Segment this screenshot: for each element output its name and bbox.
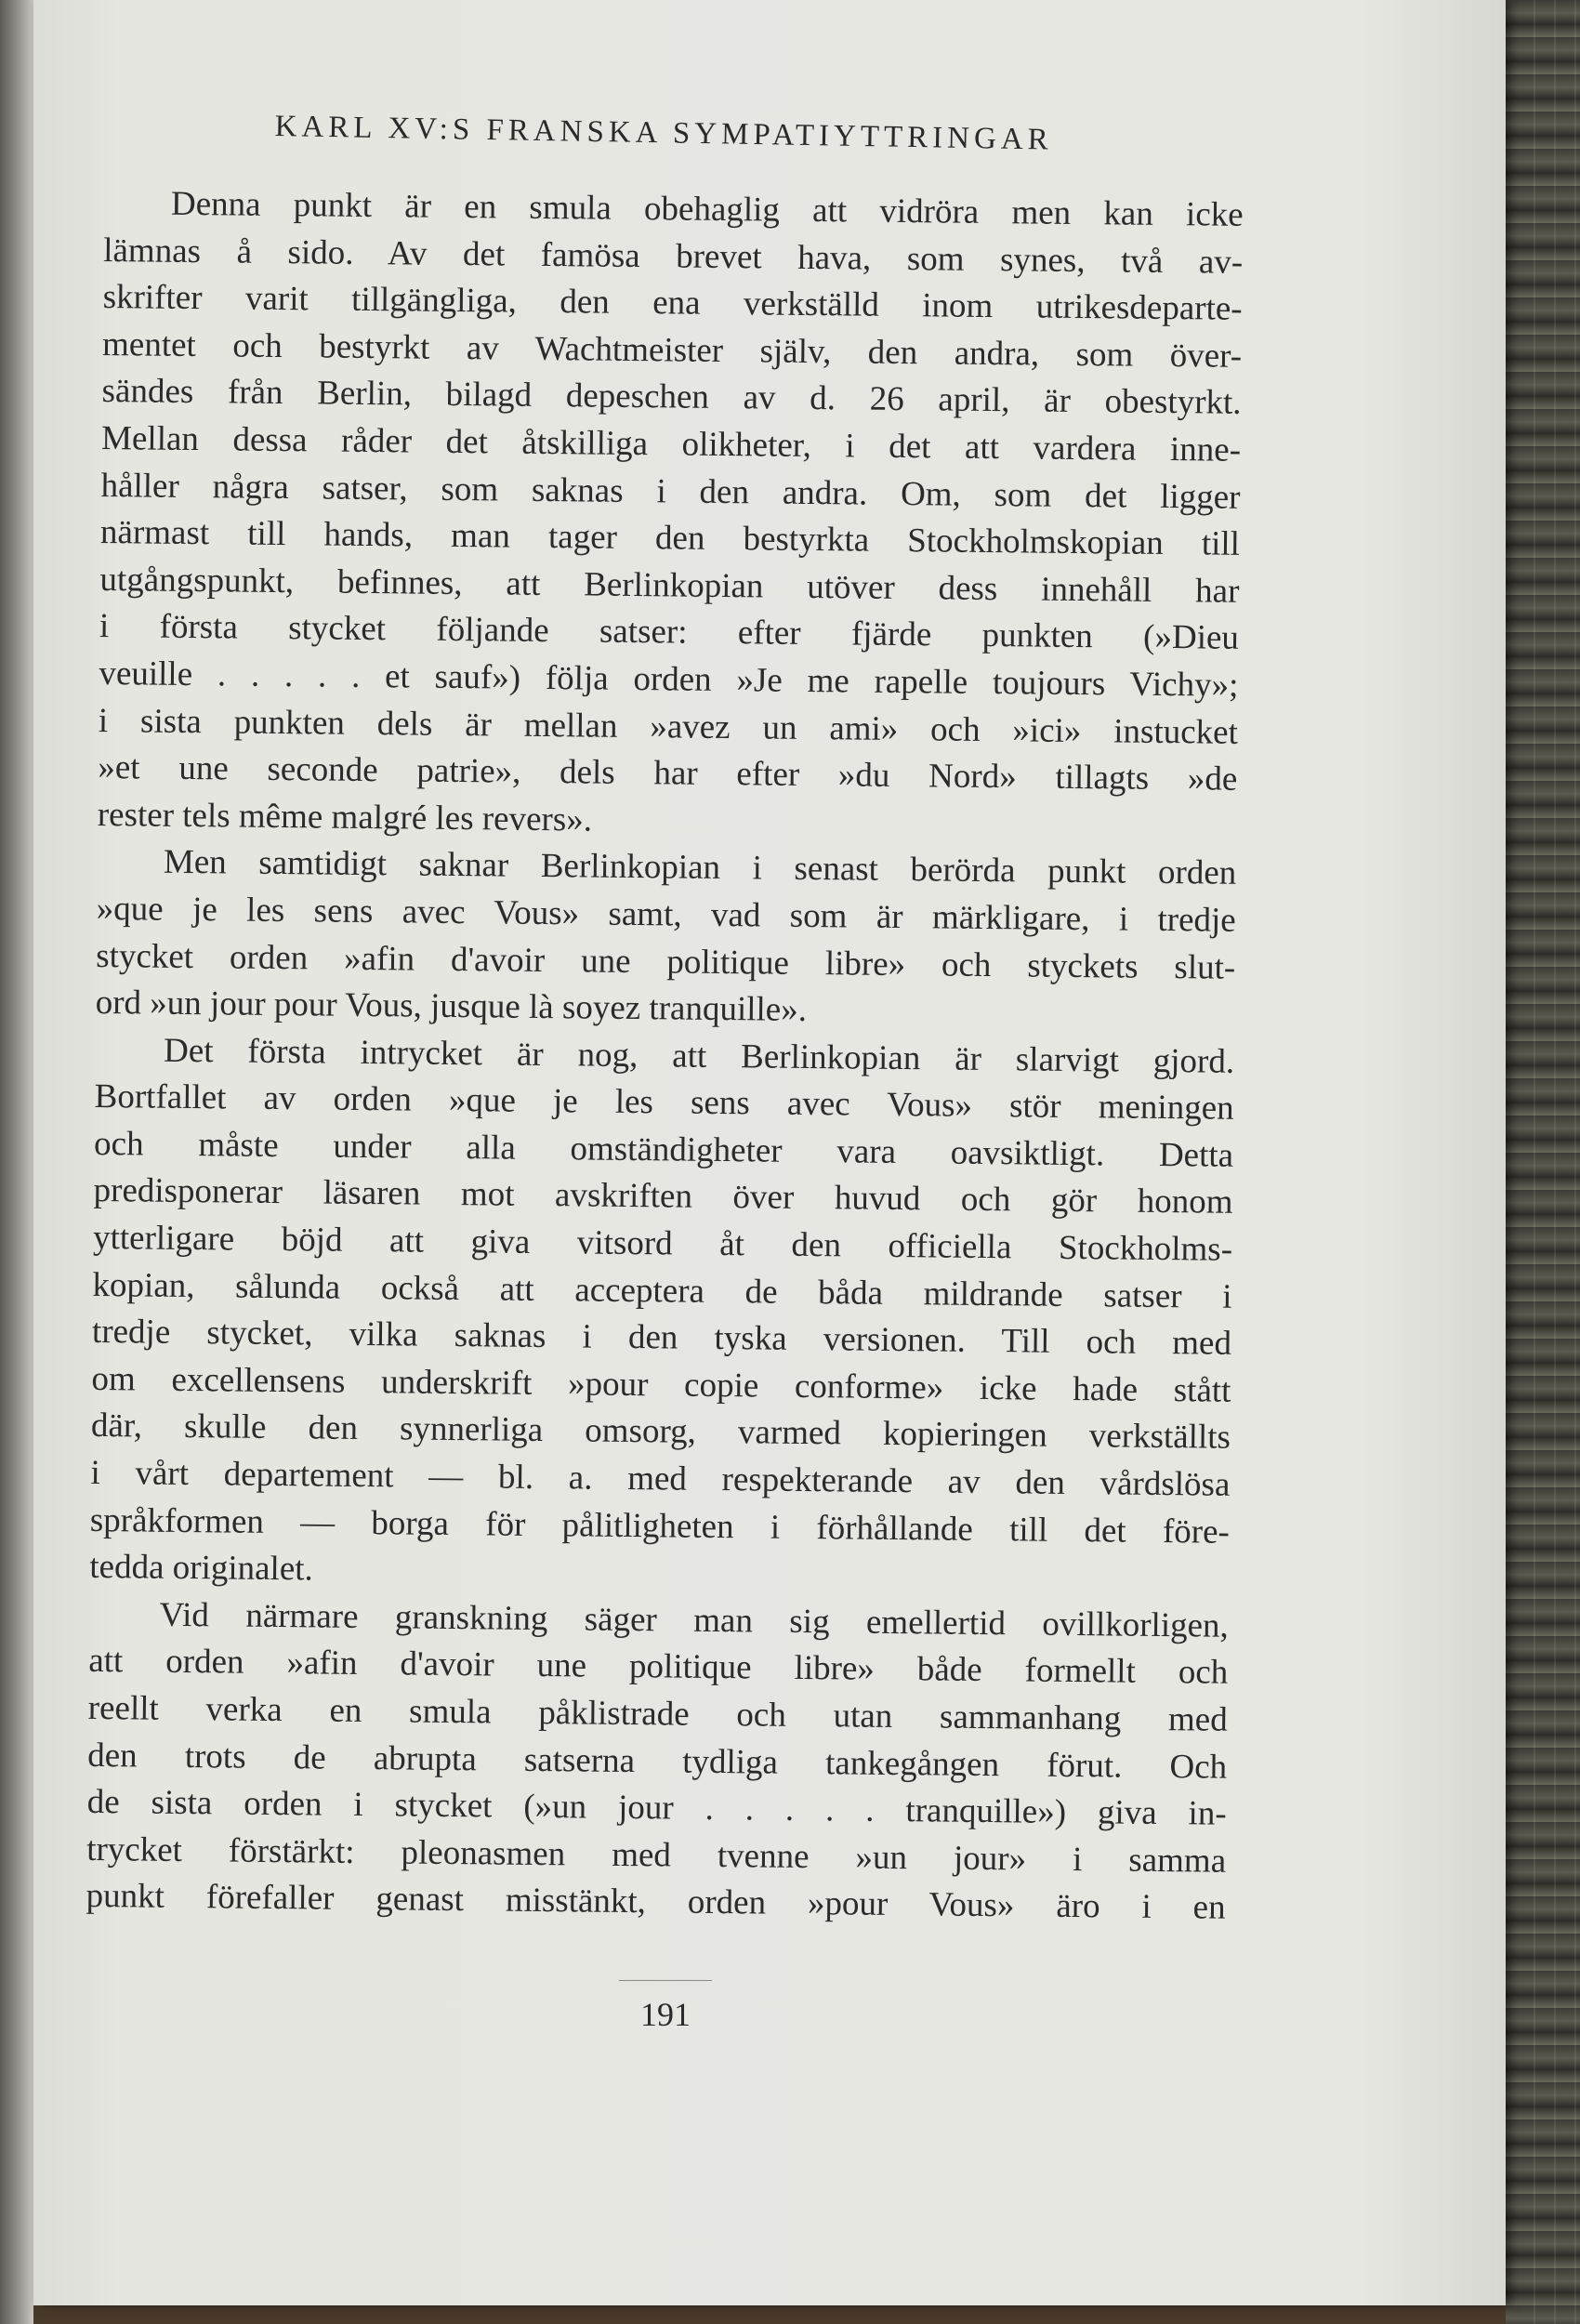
- text-line: närmast till hands, man tager den bestyrkta Stockholmskopian till: [99, 513, 1241, 563]
- text-line: Denna punkt är en smula obehaglig att vidröra men kan icke: [103, 183, 1244, 234]
- text-line: tredje stycket, vilka saknas i den tyska versionen. Till och med: [91, 1313, 1232, 1364]
- book-cover-edge: [1506, 0, 1580, 2324]
- text-line: den trots de abrupta satserna tydliga tankegången förut. Och: [87, 1736, 1228, 1787]
- text-line: sändes från Berlin, bilagd depeschen av d. 26 april, är obestyrkt.: [101, 372, 1242, 423]
- text-line: »que je les sens avec Vous» samt, vad som är märkligare, i tredje: [96, 889, 1236, 940]
- text-line: mentet och bestyrkt av Wachtmeister själv, den andra, som över-: [101, 324, 1243, 376]
- text-line: Bortfallet av orden »que je les sens avec Vous» stör meningen: [94, 1077, 1234, 1129]
- text-line: att orden »afin d'avoir une politique libre» både formellt och: [88, 1642, 1229, 1693]
- text-line: stycket orden »afin d'avoir une politique libre» och styckets slut-: [96, 936, 1236, 987]
- text-line: ord »un jour pour Vous, jusque là soyez tranquille».: [95, 984, 808, 1030]
- text-line: lämnas å sido. Av det famösa brevet hava, som synes, två av-: [102, 231, 1244, 282]
- text-line: Vid närmare granskning säger man sig emellertid ovillkorligen,: [88, 1594, 1229, 1645]
- text-line: utgångspunkt, befinnes, att Berlinkopian utöver dess innehåll har: [99, 560, 1240, 611]
- text-line: punkt förefaller genast misstänkt, orden »pour Vous» äro i en: [86, 1877, 1226, 1928]
- text-line: Det första intrycket är nog, att Berlinkopian är slarvigt gjord.: [94, 1030, 1235, 1081]
- text-line: de sista orden i stycket (»un jour . . . . . tranquille») giva in-: [86, 1783, 1227, 1833]
- footer-rule: [619, 1980, 712, 1981]
- text-line: i vårt departement — bl. a. med respekterande av den vårdslösa: [90, 1453, 1231, 1504]
- text-line: i sista punkten dels är mellan »avez un ami» och »ici» instucket: [98, 701, 1239, 752]
- text-line: veuille . . . . . et sauf») följa orden »Je me rapelle toujours Vichy»;: [99, 654, 1239, 705]
- text-line: predisponerar läsaren mot avskriften över huvud och gör honom: [93, 1171, 1233, 1222]
- text-line: skrifter varit tillgängliga, den ena verkställd inom utrikesdeparte-: [102, 278, 1243, 329]
- text-line: Men samtidigt saknar Berlinkopian i senast berörda punkt orden: [97, 842, 1237, 893]
- body-text: [86, 180, 1244, 1933]
- text-line: håller några satser, som saknas i den andra. Om, som det ligger: [100, 466, 1241, 517]
- text-line: tedda originalet.: [89, 1548, 314, 1589]
- running-title: KARL XV:S FRANSKA SYMPATIYTTRINGAR: [274, 110, 1054, 157]
- text-line: reellt verka en smula påklistrade och utan sammanhang med: [87, 1688, 1228, 1739]
- text-line: ytterligare böjd att giva vitsord åt den officiella Stockholms-: [92, 1219, 1233, 1269]
- book-bottom-edge: [33, 2305, 1506, 2324]
- text-line: och måste under alla omständigheter vara oavsiktligt. Detta: [93, 1124, 1234, 1175]
- page-number: 191: [640, 1996, 691, 2033]
- text-line: om excellensens underskrift »pour copie conforme» icke hade stått: [91, 1359, 1231, 1410]
- text-line: där, skulle den synnerliga omsorg, varmed kopieringen verkställts: [90, 1406, 1231, 1458]
- text-line: »et une seconde patrie», dels har efter »du Nord» tillagts »de: [98, 748, 1238, 799]
- text-line: Mellan dessa råder det åtskilliga olikheter, i det att vardera inne-: [100, 418, 1242, 469]
- text-line: kopian, sålunda också att acceptera de båda mildrande satser i: [92, 1265, 1232, 1316]
- text-line: trycket förstärkt: pleonasmen med tvenne »un jour» i samma: [86, 1829, 1227, 1881]
- text-line: rester tels même malgré les revers».: [97, 795, 593, 839]
- text-line: i första stycket följande satser: efter fjärde punkten (»Dieu: [99, 607, 1240, 658]
- book-gutter-shadow: [0, 0, 33, 2324]
- text-line: språkformen — borga för pålitligheten i förhållande till det före-: [89, 1500, 1231, 1552]
